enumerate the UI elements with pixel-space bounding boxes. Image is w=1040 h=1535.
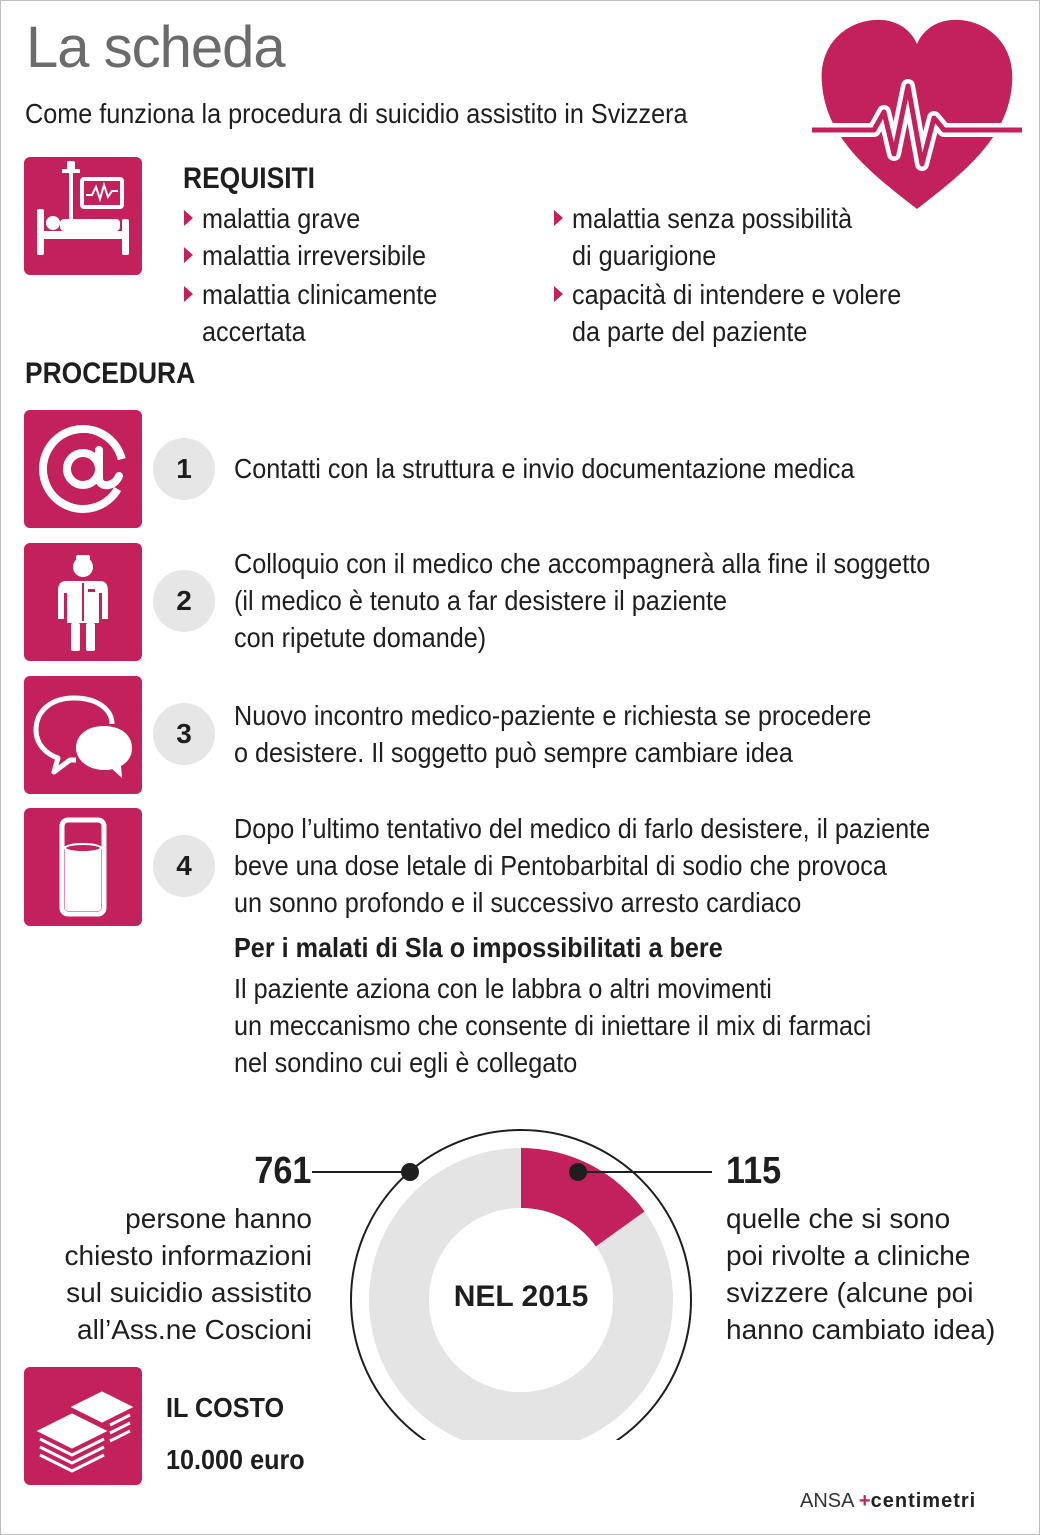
money-stack-icon [24, 1367, 142, 1485]
speech-bubbles-icon [24, 676, 142, 794]
step-text-1: Contatti con la struttura e invio documentazione medica [234, 453, 855, 484]
bullet-arrow-icon [184, 247, 193, 263]
requirement-item: malattia irreversibile [202, 237, 426, 274]
step-number-2: 2 [153, 570, 215, 632]
requirement-item: malattia senza possibilità di guarigione [572, 200, 852, 274]
step-number-3: 3 [153, 703, 215, 765]
right-stat-text: quelle che si sono poi rivolte a cliniche svizzere (alcune poi hanno cambiato idea) [726, 1203, 996, 1345]
at-sign-icon [24, 410, 142, 528]
requirement-item: malattia grave [202, 200, 360, 237]
page-title: La scheda [26, 15, 285, 80]
bullet-arrow-icon [184, 210, 193, 226]
step-text-3: Nuovo incontro medico-paziente e richiesta se procedere o desistere. Il soggetto può sempre cambiare idea [234, 700, 872, 768]
cost-value: 10.000 euro [166, 1444, 305, 1475]
cost-label: IL COSTO [166, 1392, 285, 1423]
requisiti-heading: REQUISITI [183, 162, 316, 195]
left-leader-dot [401, 1163, 419, 1181]
step-number-4: 4 [153, 835, 215, 897]
left-stat-text: persone hanno chiesto informazioni sul suicidio assistito all’Ass.ne Coscioni [64, 1203, 312, 1345]
credit-source: ANSA [800, 1490, 854, 1512]
donut-center-label: NEL 2015 [453, 1280, 589, 1313]
procedura-heading: PROCEDURA [25, 357, 196, 390]
heart-ecg-icon [812, 14, 1022, 214]
note-title: Per i malati di Sla o impossibilitati a bere [234, 932, 723, 963]
requirement-item: capacità di intendere e volere da parte del paziente [572, 276, 901, 350]
doctor-icon [24, 543, 142, 661]
bullet-arrow-icon [554, 210, 563, 226]
left-stat-number: 761 [254, 1150, 312, 1192]
hospital-bed-icon [24, 157, 142, 275]
glass-icon [24, 808, 142, 926]
requirement-item: malattia clinicamente accertata [202, 276, 437, 350]
right-leader-dot [569, 1163, 587, 1181]
step-text-4: Dopo l’ultimo tentativo del medico di farlo desistere, il paziente beve una dose letale di Pentobarbital di sodio che provoca un sonno profondo e il successivo arresto cardiaco [234, 813, 931, 918]
note-body: Il paziente aziona con le labbra o altri movimenti un meccanismo che consente di iniettare il mix di farmaci nel sondino cui egli è collegato [234, 973, 872, 1078]
page-subtitle: Come funziona la procedura di suicidio assistito in Svizzera [25, 98, 688, 129]
step-text-2: Colloquio con il medico che accompagnerà alla fine il soggetto (il medico è tenuto a far desistere il paziente con ripetute domande) [234, 548, 931, 653]
bullet-arrow-icon [554, 286, 563, 302]
source-credit [800, 1490, 976, 1513]
credit-brand: centimetri [870, 1490, 977, 1512]
step-number-1: 1 [153, 438, 215, 500]
right-stat-number: 115 [726, 1150, 782, 1192]
bullet-arrow-icon [184, 286, 193, 302]
centimetri-logo-icon: + [858, 1490, 871, 1512]
